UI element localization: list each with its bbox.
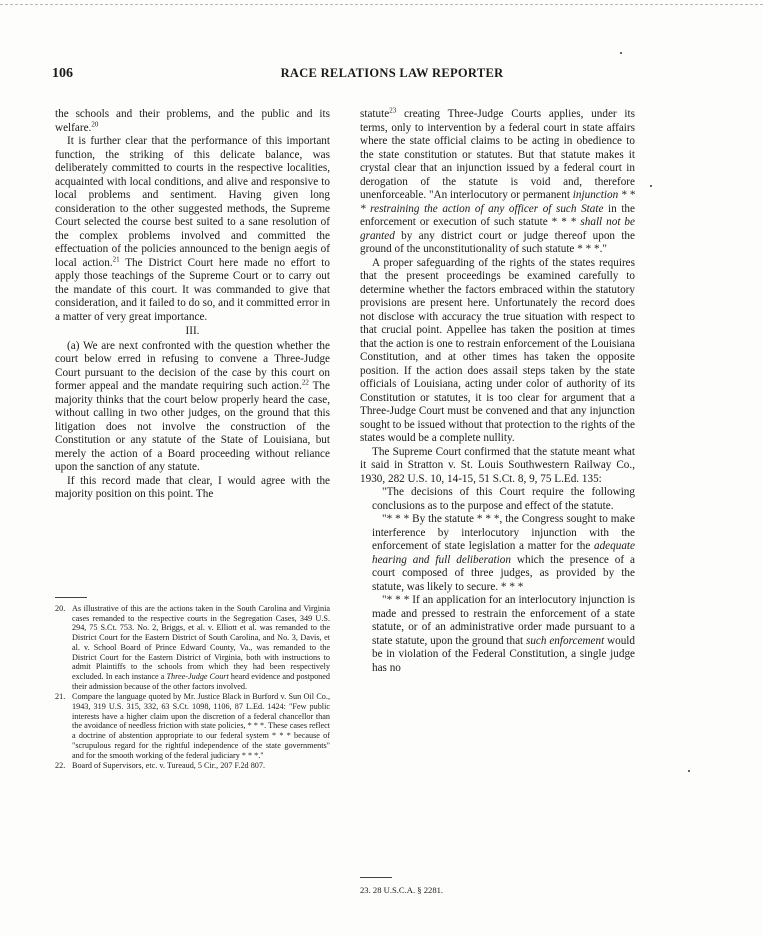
section-heading: III.	[185, 325, 200, 337]
paragraph: the schools and their problems, and the public and its welfare.$^{20}$	[55, 108, 330, 134]
paragraph: statute$^{23}$ creating Three-Judge Courts applies, under its terms, only to intervention by a federal court in state affairs where the state official claims to be acting in obedience to the state constitution or statutes. But that statute makes it crystal clear that an injunction issued by a federal court in derogation of the statute is void and, therefore unenforceable. "An interlocutory or permanent injunction * * * restraining the action of any officer of such State in the enforcement or execution of such statute * * * shall not be granted by any district court or judge thereof upon the ground of the unconstitutionality of such statute * * *."	[360, 106, 635, 255]
footnote-ref: 20	[91, 119, 99, 128]
footnotes-left	[55, 604, 330, 772]
footnote-20: 20. As illustrative of this are the actions taken in the South Carolina and Virginia cases remanded to the respective courts in the Segregation Cases, 349 U.S. 294, 75 S.Ct. 753. No. 2, Briggs, et al. v. Elliott et al. was remanded to the District Court for the Eastern District of South Carolina, and No. 3, Davis, et al. v. School Board of Prince Edward County, Va., was remanded to the District Court for the Eastern District of Virginia, both with instructions to admit Plaintiffs to the schools from which they had been respectively excluded. In each instance a Three-Judge Court heard evidence and postponed their admission because of the other factors involved.	[55, 604, 331, 691]
paragraph: The Supreme Court confirmed that the statute meant what it said in Stratton v. St. Louis Southwestern Railway Co., 1930, 282 U.S. 10, 14-15, 51 S.Ct. 8, 9, 75 L.Ed. 135:	[360, 445, 635, 485]
paragraph: It is further clear that the performance of this important function, the striking of this delicate balance, was deliberately committed to courts in the respective localities, acquainted with local conditions, and alive and responsive to local problems and sentiment. Having given long consideration to the other suggested methods, the Supreme Court selected the course best suited to a sane resolution of the complex problems involved and committed the effectuation of the policies announced to the benign aegis of local action.$^{21}$ The District Court here made no effort to apply those teachings of the Supreme Court or to carry out the mandate of this court. It was commanded to give that consideration, and it failed to do so, and it committed error in a matter of very great importance.	[55, 135, 330, 323]
paragraph: If this record made that clear, I would agree with the majority position on this point. The	[55, 474, 330, 500]
page-header	[52, 66, 732, 86]
footnote-23: 23. 28 U.S.C.A. § 2281.	[360, 885, 444, 895]
quote-paragraph: "* * * By the statute * * *, the Congress sought to make interference by interlocutory injunction with the enforcement of state legislation a matter for the adequate hearing and full deliberation which the presence of a court composed of three judges, as provided by the statute, was likely to secure. * * *	[372, 513, 635, 593]
block-quote	[372, 486, 635, 675]
scan-speck	[688, 770, 690, 772]
scan-speck	[650, 185, 652, 187]
footnote-divider	[360, 877, 392, 878]
footnote-21: 21. Compare the language quoted by Mr. Justice Black in Burford v. Sun Oil Co., 1943, 319 U.S. 315, 332, 63 S.Ct. 1098, 1106, 87 L.Ed. 1424: "Few public interests have a higher claim upon the discretion of a federal chancellor than the avoidance of needless friction with state policies, * * *. These cases reflect a doctrine of abstention appropriate to our federal system * * * because of "scrupulous regard for the rightful independence of the state governments" and for the smooth working of the federal judiciary * * *."	[55, 692, 330, 760]
scan-speck	[620, 52, 622, 54]
footnote-divider	[55, 597, 87, 598]
footnote-ref: 22	[301, 378, 309, 387]
footnote-22: 22. Board of Supervisors, etc. v. Tureaud, 5 Cir., 207 F.2d 807.	[55, 761, 266, 771]
left-column	[55, 108, 330, 502]
right-column	[360, 108, 635, 675]
page-top-border	[0, 4, 763, 5]
paragraph: (a) We are next confronted with the question whether the court below erred in refusing to convene a Three-Judge Court pursuant to the decision of the case by this court on former appeal and the mandate requiring such action.$^{22}$ The majority thinks that the court below properly heard the case, without calling in two other judges, on the ground that this litigation does not involve the construction of the Constitution or any statute of the State of Louisiana, but merely the action of a Board proceeding without reliance upon the sanction of any statute.	[55, 339, 330, 473]
footnote-ref: 21	[112, 254, 120, 263]
paragraph: A proper safeguarding of the rights of the states requires that the present proceedings be examined carefully to determine whether the factors embraced within the statutory provisions are present here. Unfortunately the record does not disclose with accuracy the true situation with respect to that crucial point. Appellee has taken the position at times that the action is one to restrain enforcement of the Louisiana Constitution, and at other times has taken the opposite position. If the action does assail steps taken by the state officials of Louisiana, acting under color of authority of its Constitution or statutes, it is too clear for argument that a Three-Judge Court must be convened and that any injunction sought to be issued without that protection to the rights of the states would be a complete nullity.	[360, 256, 635, 444]
page-number: 106	[52, 66, 73, 81]
quote-paragraph: "* * * If an application for an interlocutory injunction is made and pressed to restrain the enforcement of a state statute, or of an administrative order made pursuant to a state statute, upon the ground that such enforcement would be in violation of the Federal Constitution, a single judge has no	[372, 594, 635, 674]
footnote-ref: 23	[389, 106, 397, 115]
quote-paragraph: "The decisions of this Court require the following conclusions as to the purpose and effect of the statute.	[372, 486, 635, 512]
running-title: RACE RELATIONS LAW REPORTER	[280, 66, 504, 80]
